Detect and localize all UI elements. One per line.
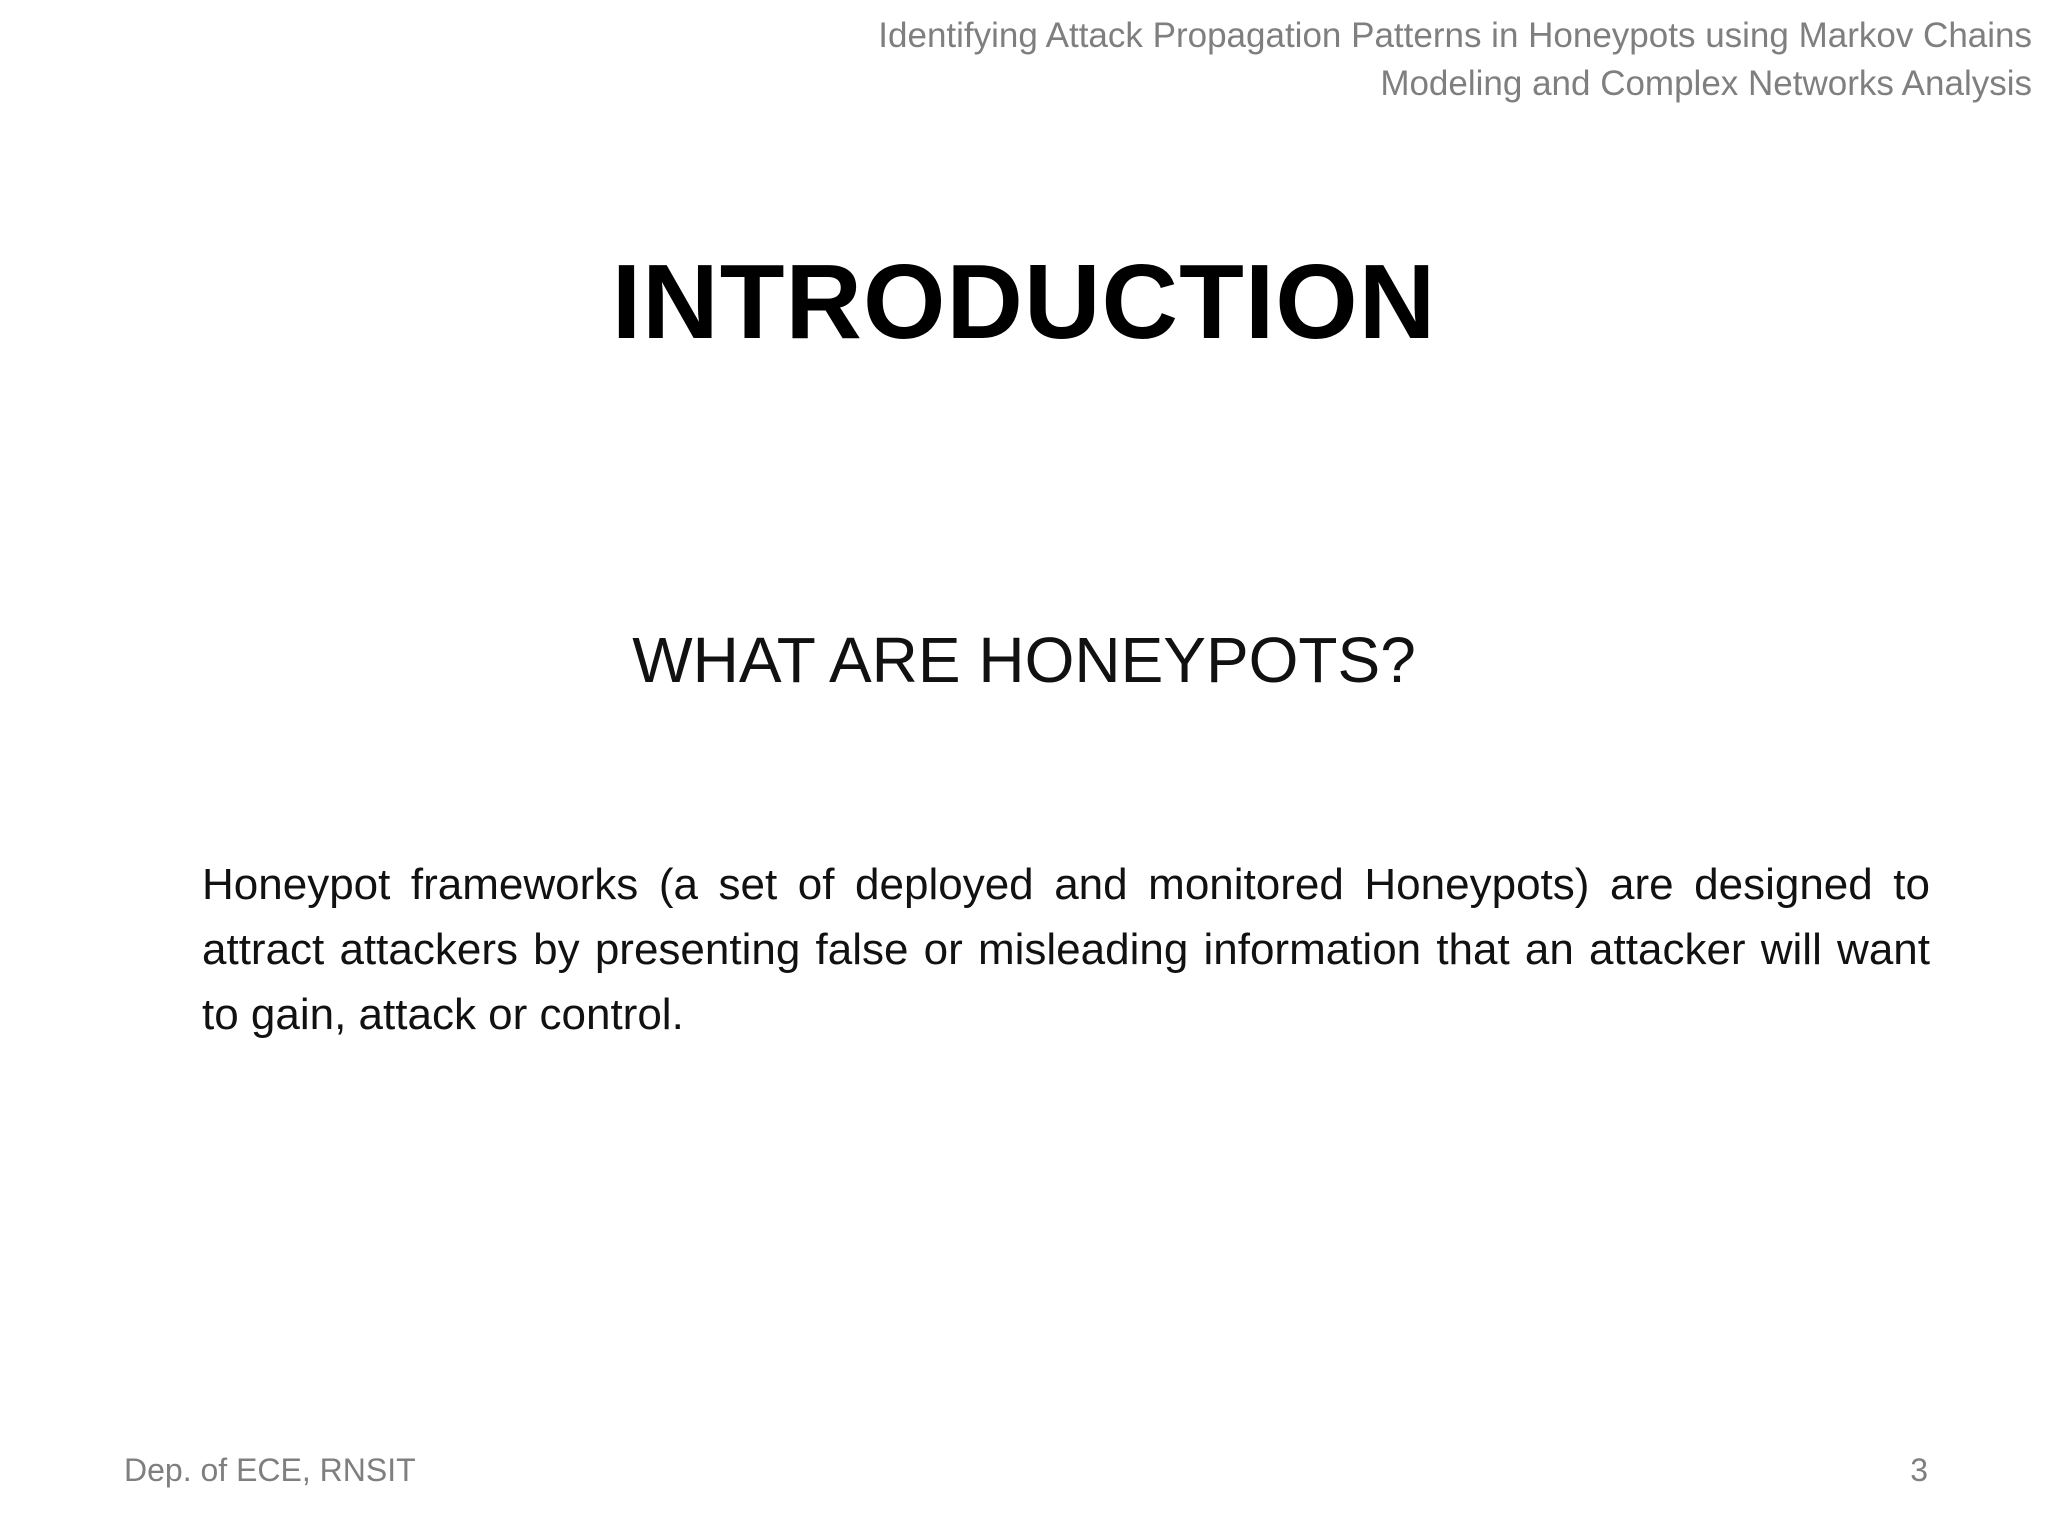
slide-body-paragraph: Honeypot frameworks (a set of deployed and monitored Honeypots) are designed to attract attackers by presenting false or misleading information that an attacker will want to gain, attack or control. (202, 860, 1930, 1039)
header-line-1: Identifying Attack Propagation Patterns in Honeypots using Markov Chains (878, 16, 2032, 55)
slide-header (532, 12, 2032, 108)
footer-department: Dep. of ECE, RNSIT (124, 1452, 416, 1488)
slide-subtitle: WHAT ARE HONEYPOTS? (632, 624, 1416, 696)
slide-title: INTRODUCTION (611, 243, 1437, 361)
header-line-2: Modeling and Complex Networks Analysis (1380, 64, 2032, 103)
footer-page-number: 3 (1910, 1452, 1928, 1488)
